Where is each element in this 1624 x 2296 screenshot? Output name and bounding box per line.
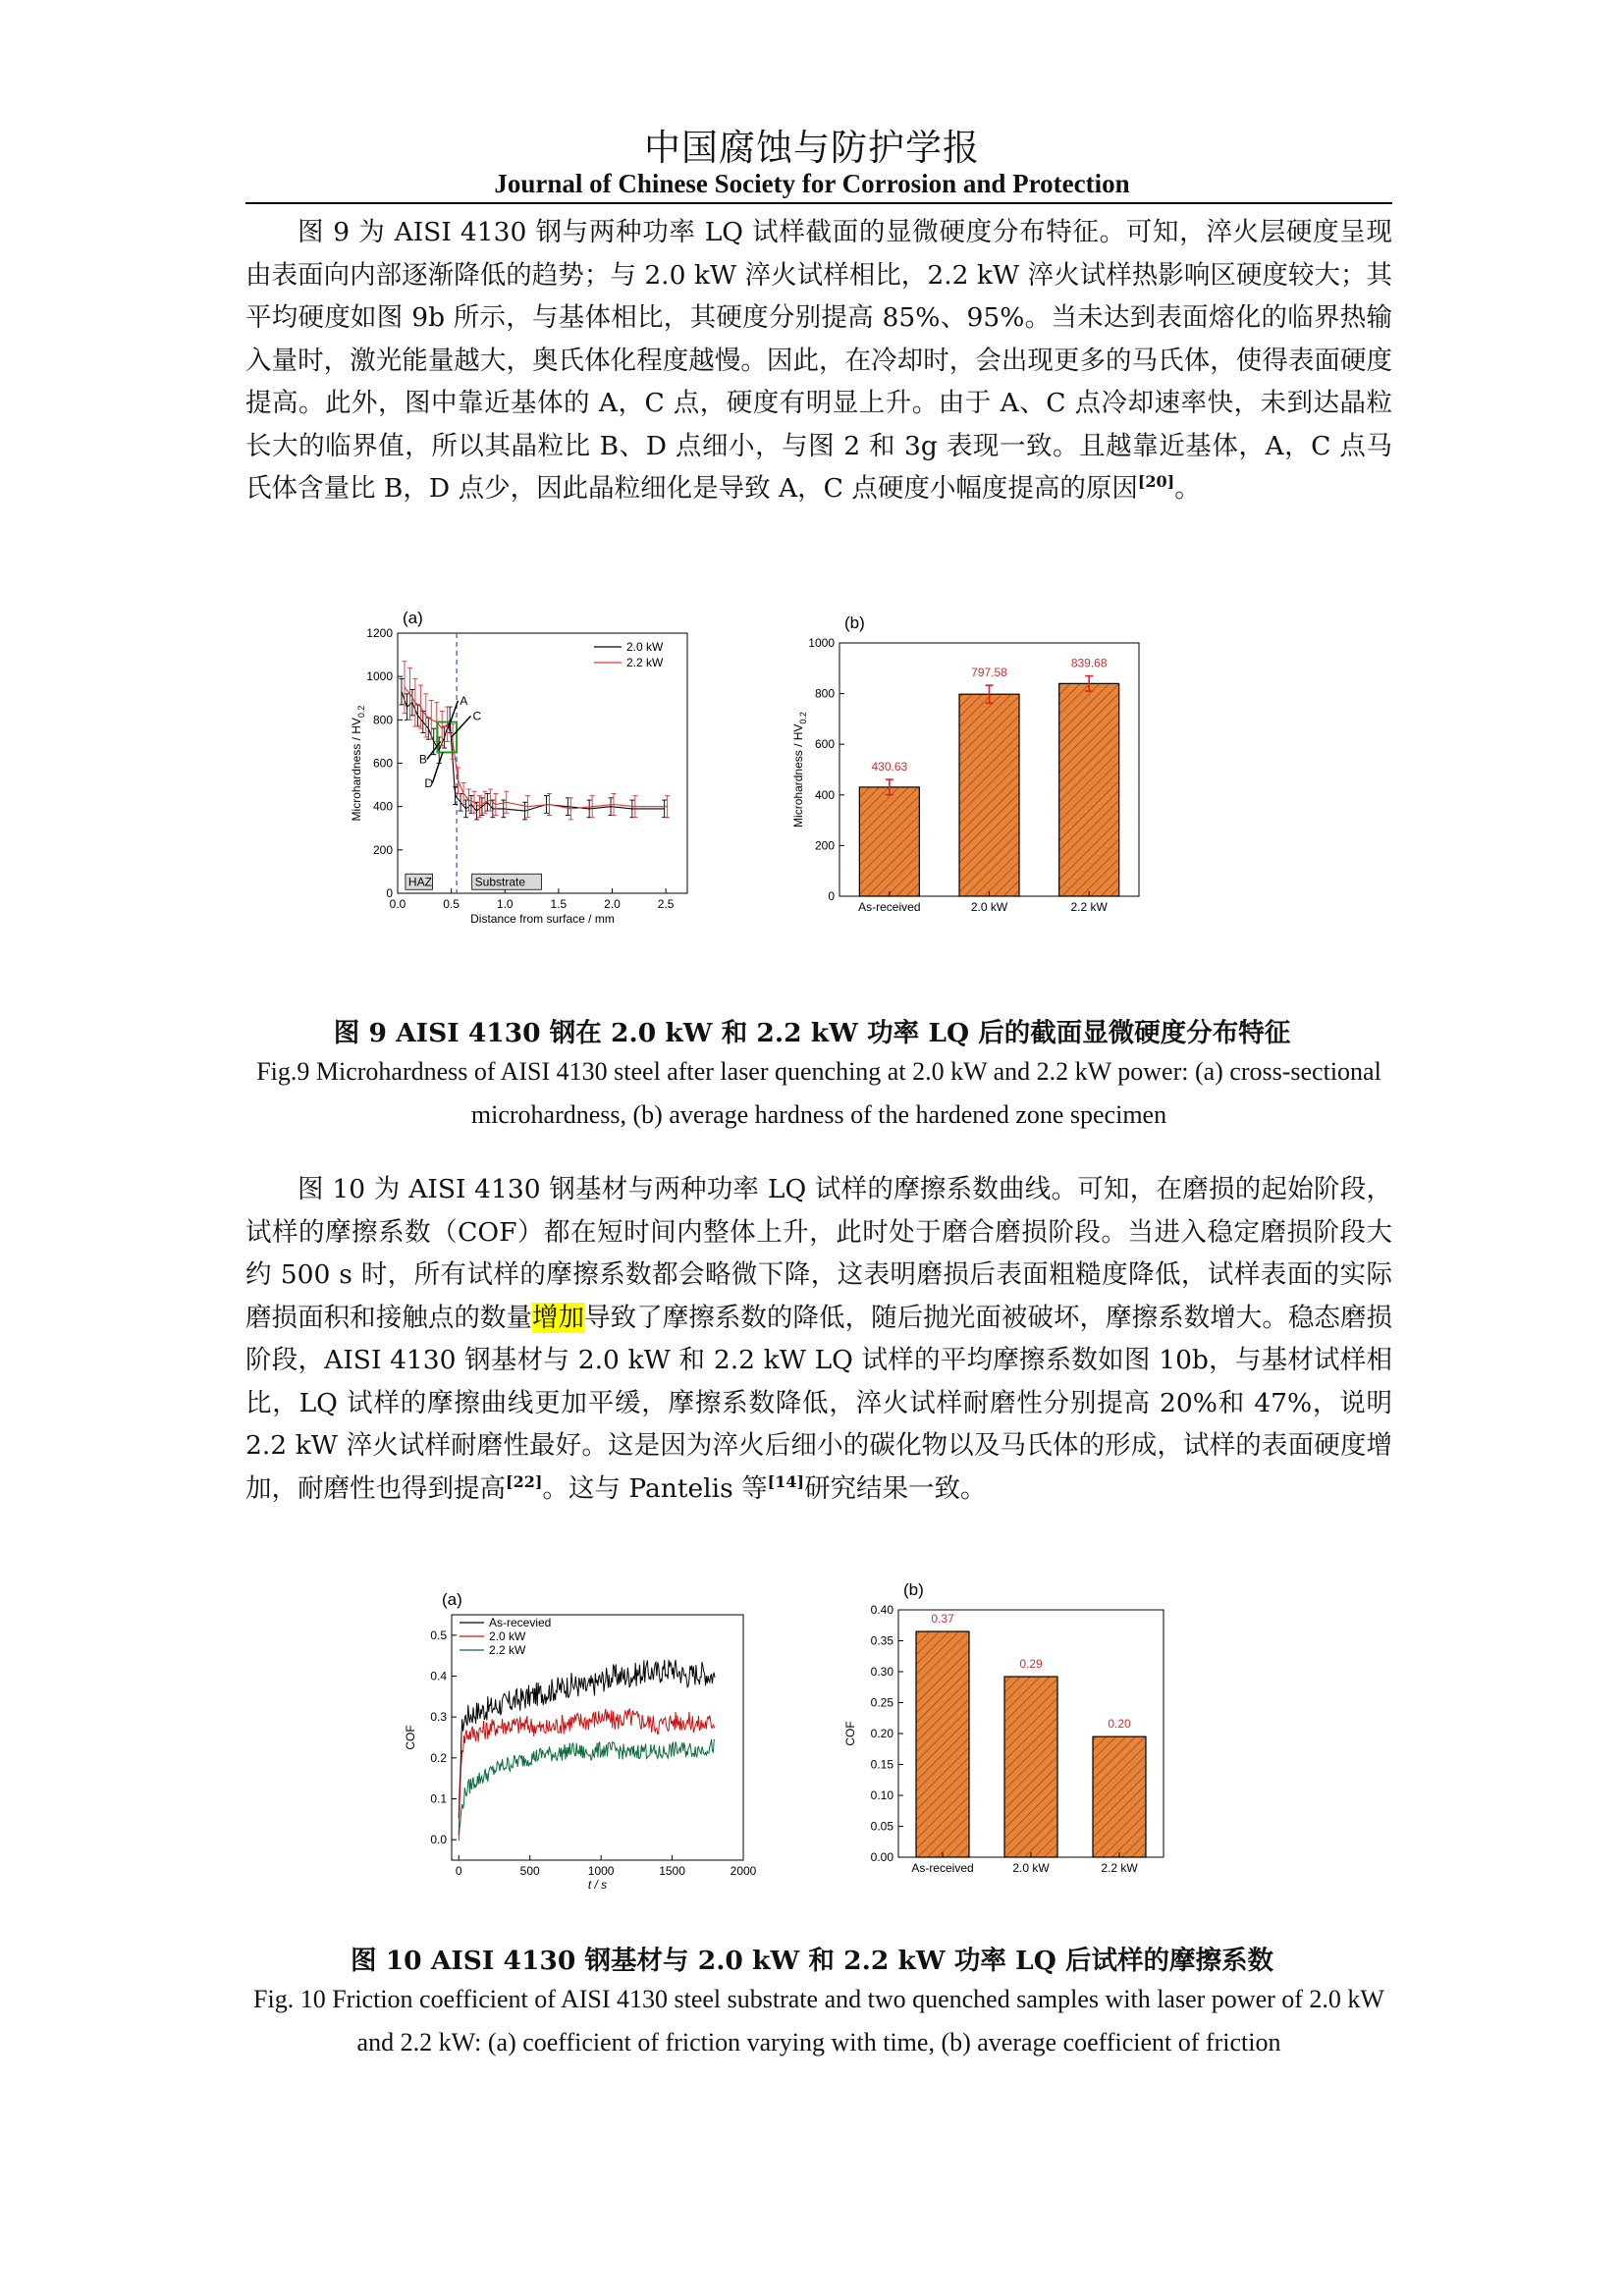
- y-tick-label: 1000: [366, 669, 393, 684]
- paragraph-text: 。这与 Pantelis 等: [542, 1472, 768, 1504]
- panel-label: (b): [903, 1580, 924, 1599]
- bar: [916, 1631, 969, 1857]
- y-tick-label: 0.20: [870, 1727, 893, 1740]
- y-tick-label: 0: [386, 886, 393, 900]
- legend-label: 2.0 kW: [626, 640, 664, 654]
- y-tick-label: 200: [372, 842, 393, 857]
- y-tick-label: 600: [372, 756, 393, 771]
- figure-10-caption-en: Fig. 10 Friction coefficient of AISI 4130 steel substrate and two quenched samples with laser power of 2.0 kW and 2.2 kW: (a) coefficient of friction varying with time, (b) average coefficient of friction: [253, 1985, 1384, 2056]
- y-tick-label: 0.05: [870, 1819, 893, 1834]
- paragraph-fig9-discussion: [245, 211, 1392, 510]
- paragraph-text-end: 。: [1174, 473, 1201, 504]
- x-tick-label: 0.0: [389, 897, 406, 911]
- y-axis-label: COF: [404, 1725, 417, 1750]
- figure-9a: [339, 594, 731, 947]
- y-tick-label: 400: [372, 799, 393, 814]
- data-label: 430.63: [871, 760, 908, 774]
- microhardness-profile-chart: [339, 594, 731, 947]
- legend-label: 2.2 kW: [489, 1643, 526, 1657]
- paragraph-text: 图 10 为 AISI 4130 钢基材与两种功率 LQ 试样的摩擦系数曲线。可知，在磨损的起始阶段，试样的摩擦系数（COF）都在短时间内整体上升，此时处于磨合磨损阶段。当进入稳定磨损阶段大约 500 s 时，所有试样的摩擦系数都会略微下降，这表明磨损后表面粗糙度降低，试样表面的实际磨损面积和接触点的数量: [245, 1174, 1392, 1333]
- x-tick-label: 2.0: [604, 897, 621, 911]
- region-label: Substrate: [474, 875, 526, 889]
- data-label: 0.37: [931, 1612, 954, 1627]
- x-tick-label: 500: [519, 1864, 540, 1878]
- data-label: 0.20: [1108, 1717, 1131, 1732]
- y-tick-label: 400: [814, 787, 835, 802]
- y-tick-label: 800: [814, 686, 835, 701]
- bar: [959, 694, 1019, 896]
- y-axis-label-subscript: 0.2: [798, 712, 808, 724]
- x-axis-label: Distance from surface / mm: [470, 912, 615, 926]
- y-tick-label: 0: [828, 889, 835, 903]
- y-axis-label: Microhardness / $HV_{0.2}$: [791, 712, 808, 828]
- region-label: HAZ: [407, 875, 432, 889]
- x-tick-label: 0.5: [443, 897, 460, 911]
- x-tick-label: 2.0 kW: [970, 900, 1008, 914]
- bar: [1059, 683, 1119, 896]
- y-tick-label: 200: [814, 838, 835, 853]
- citation-ref: [22]: [506, 1471, 543, 1491]
- legend-label: As-recevied: [489, 1616, 552, 1629]
- average-cof-bar-chart: [835, 1571, 1198, 1895]
- paragraph-text: 图 9 为 AISI 4130 钢与两种功率 LQ 试样截面的显微硬度分布特征。可知，淬火层硬度呈现由表面向内部逐渐降低的趋势；与 2.0 kW 淬火试样相比，2.2 kW 淬火试样热影响区硬度较大；其平均硬度如图 9b 所示，与基体相比，其硬度分别提高 85%、95%。当未达到表面熔化的临界热输入量时，激光能量越大，奥氏体化程度越慢。因此，在冷却时，会出现更多的马氏体，使得表面硬度提高。此外，图中靠近基体的 A，C 点，硬度有明显上升。由于 A、C 点冷却速率快，未到达晶粒长大的临界值，所以其晶粒比 B、D 点细小，与图 2 和 3g 表现一致。且越靠近基体，A，C 点马氏体含量比 B，D 点少，因此晶粒细化是导致 A，C 点硬度小幅度提高的原因: [245, 217, 1392, 504]
- figure-10-caption-cn: 图 10 AISI 4130 钢基材与 2.0 kW 和 2.2 kW 功率 LQ 后试样的摩擦系数: [351, 1946, 1273, 1976]
- x-tick-label: 1500: [659, 1864, 685, 1878]
- highlighted-text: 增加: [532, 1302, 585, 1333]
- cof-vs-time-chart: [388, 1571, 781, 1895]
- bar: [1004, 1677, 1057, 1857]
- series-line-0: [459, 1660, 715, 1819]
- y-tick-label: 0.1: [430, 1791, 447, 1806]
- figure-10a: [388, 1571, 781, 1895]
- series-line-2: [459, 1739, 715, 1842]
- point-label: B: [418, 752, 427, 767]
- panel-label: (a): [403, 609, 423, 627]
- x-tick-label: 2.2 kW: [1101, 1861, 1138, 1875]
- point-label: A: [460, 693, 468, 708]
- y-tick-label: 0.0: [430, 1833, 447, 1847]
- legend-label: 2.2 kW: [626, 656, 664, 669]
- series-line-0: [402, 692, 665, 812]
- data-label: 839.68: [1070, 656, 1108, 670]
- y-tick-label: 0.5: [430, 1628, 447, 1642]
- y-axis-label: Microhardness / $HV_{0.2}$: [350, 705, 366, 822]
- y-tick-label: 600: [814, 737, 835, 752]
- y-tick-label: 1200: [366, 626, 393, 640]
- paragraph-text: 研究结果一致。: [804, 1472, 987, 1504]
- y-tick-label: 0.00: [870, 1850, 893, 1864]
- panel-label: (b): [844, 614, 865, 632]
- panel-label: (a): [442, 1590, 462, 1609]
- x-tick-label: 2.5: [657, 897, 675, 911]
- citation-ref: [14]: [767, 1471, 805, 1491]
- paragraph-text: 导致了摩擦系数的降低，随后抛光面被破坏，摩擦系数增大。稳态磨损阶段，AISI 4130 钢基材与 2.0 kW 和 2.2 kW LQ 试样的平均摩擦系数如图 10b，与基材试样相比，LQ 试样的摩擦曲线更加平缓，摩擦系数降低，淬火试样耐磨性分别提高 20%和 47%，说明 2.2 kW 淬火试样耐磨性最好。这是因为淬火后细小的碳化物以及马氏体的形成，试样的表面硬度增加，耐磨性也得到提高: [245, 1302, 1393, 1504]
- average-hardness-bar-chart: [790, 594, 1164, 947]
- x-tick-label: 2.0 kW: [1012, 1861, 1050, 1875]
- y-axis-label-subscript: 0.2: [356, 705, 366, 719]
- y-tick-label: 0.4: [430, 1669, 447, 1683]
- x-tick-label: 2.2 kW: [1070, 900, 1108, 914]
- y-tick-label: 1000: [808, 636, 835, 650]
- x-tick-label: 1.0: [496, 897, 514, 911]
- journal-title-cn: 中国腐蚀与防护学报: [644, 127, 980, 169]
- x-tick-label: As-received: [858, 900, 921, 914]
- paragraph-fig10-discussion: [245, 1168, 1392, 1510]
- series-line-1: [459, 1708, 715, 1835]
- citation-ref: [20]: [1137, 472, 1175, 492]
- figure-9b: [790, 594, 1164, 947]
- figure-9-caption-en: Fig.9 Microhardness of AISI 4130 steel after laser quenching at 2.0 kW and 2.2 kW power: (a) cross-sectional microhardness, (b) average hardness of the hardened zone specimen: [256, 1057, 1381, 1129]
- y-tick-label: 0.15: [870, 1757, 893, 1772]
- header-divider: [245, 202, 1392, 204]
- figure-10b: [835, 1571, 1198, 1895]
- data-label: 0.29: [1019, 1657, 1043, 1672]
- y-tick-label: 0.25: [870, 1695, 893, 1710]
- y-tick-label: 800: [372, 713, 393, 727]
- point-label: D: [424, 775, 433, 790]
- y-tick-label: 0.2: [430, 1750, 447, 1765]
- y-tick-label: 0.3: [430, 1710, 447, 1725]
- x-tick-label: 0: [455, 1864, 462, 1878]
- y-tick-label: 0.10: [870, 1789, 893, 1802]
- data-label: 797.58: [971, 666, 1007, 680]
- point-label: C: [472, 709, 482, 723]
- x-tick-label: As-received: [911, 1861, 974, 1875]
- journal-title-en: Journal of Chinese Society for Corrosion and Protection: [494, 169, 1130, 198]
- x-tick-label: 2000: [730, 1864, 757, 1878]
- y-tick-label: 0.35: [870, 1633, 893, 1648]
- bar: [1093, 1736, 1146, 1857]
- bar: [859, 787, 919, 896]
- x-tick-label: 1.5: [550, 897, 568, 911]
- legend-label: 2.0 kW: [489, 1629, 526, 1643]
- figure-9-caption-cn: 图 9 AISI 4130 钢在 2.0 kW 和 2.2 kW 功率 LQ 后的截面显微硬度分布特征: [333, 1018, 1291, 1048]
- point-pointer: [452, 716, 471, 737]
- point-pointer: [432, 752, 443, 782]
- y-axis-label: COF: [843, 1721, 857, 1746]
- y-tick-label: 0.30: [870, 1665, 893, 1679]
- x-axis-label: t / s: [587, 1878, 608, 1892]
- y-tick-label: 0.40: [870, 1603, 893, 1617]
- x-tick-label: 1000: [587, 1864, 615, 1878]
